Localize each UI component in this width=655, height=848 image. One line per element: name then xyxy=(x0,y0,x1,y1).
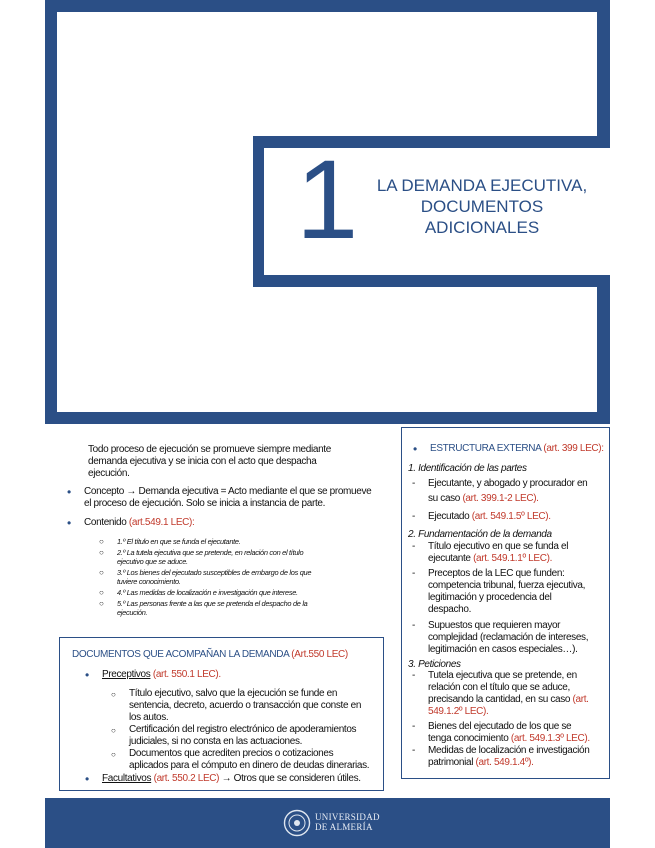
university-logo xyxy=(283,809,413,839)
section-3-list: - Tutela ejecutiva que se pretende, en relación con el título que se aduce, precisando la cantidad, en su caso (art. 549.1.2º LEC). - Bienes del ejecutado de los que se tenga conocimiento (art. 549.1.3º LEC). - Medidas de localización e investigación patrimonial (art. 549.1.4º). xyxy=(412,670,590,768)
seal-icon xyxy=(283,809,311,837)
concepto-item: • Concepto → Demanda ejecutiva = Acto mediante el que se promueve el proceso de ejecución. Solo se inicia a instancia de parte. xyxy=(84,486,384,510)
chapter-title: LA DEMANDA EJECUTIVA, DOCUMENTOS ADICIONALES xyxy=(376,176,588,237)
section-1-title: 1. Identificación de las partes xyxy=(408,463,527,474)
facultativos-item: • Facultativos (art. 550.2 LEC) → Otros que se consideren útiles. xyxy=(102,773,372,785)
section-2-title: 2. Fundamentación de la demanda xyxy=(408,529,552,540)
contenido-item-4: 4.º Las medidas de localización e investigación que interese. xyxy=(117,588,298,597)
documentos-box xyxy=(59,637,384,791)
university-name-line2: DE ALMERÍA xyxy=(315,822,373,832)
footer-bar xyxy=(45,798,610,848)
chapter-number: 1 xyxy=(296,137,359,262)
contenido-list: ○ 1.º El título en que se funda el ejecutante. ○ 2.º La tutela ejecutiva que se pretende, en relación con el título ejecutivo que se aduce. ○ 3.º Los bienes del ejecutado susceptibles de embargo de los que tuviere conocimiento. ○ 4.º Las medidas de localización e investigación que interese. ○ 5.º Las personas frente a las que se pretenda el despacho de la ejecución. xyxy=(99,537,312,617)
contenido-item-3: 3.º Los bienes del ejecutado susceptibles de embargo de los que xyxy=(117,568,312,577)
contenido-item: • Contenido (art.549.1 LEC): xyxy=(84,517,384,529)
section-3-title: 3. Peticiones xyxy=(408,659,461,670)
section-2-list: - Título ejecutivo en que se funda el ejecutante (art. 549.1.1º LEC). - Preceptos de la LEC que funden: competencia tribunal, fuerza ejecutiva, legitimación y procedencia del despacho. - Supuestos que requieren mayor complejidad (reclamación de intereses, legitimación en casos especiales…). xyxy=(412,541,589,655)
estructura-title: • ESTRUCTURA EXTERNA (art. 399 LEC): xyxy=(430,443,605,455)
contenido-item-1: 1.º El título en que se funda el ejecutante. xyxy=(117,537,241,546)
estructura-box xyxy=(401,427,610,779)
section-1-list: - Ejecutante, y abogado y procurador en su caso (art. 399.1-2 LEC). - Ejecutado (art. 549.1.5º LEC). xyxy=(412,478,588,522)
contenido-item-2: 2.º La tutela ejecutiva que se pretende, en relación con el título xyxy=(117,548,304,557)
preceptivos-item: • Preceptivos (art. 550.1 LEC). xyxy=(102,669,372,681)
contenido-item-5: 5.º Las personas frente a las que se pretenda el despacho de la xyxy=(117,599,308,608)
university-name-line1: UNIVERSIDAD xyxy=(315,812,380,822)
documentos-title: DOCUMENTOS QUE ACOMPAÑAN LA DEMANDA (Art.550 LEC) xyxy=(72,649,348,660)
preceptivos-list: ○ Título ejecutivo, salvo que la ejecución se funde en sentencia, decreto, acuerdo o transacción que conste en los autos. ○ Certificación del registro electrónico de apoderamientos judiciales, si no consta en las actuaciones. ○ Documentos que acrediten precios o cotizaciones aplicados para el cómputo en dinero de deudas dinerarias. xyxy=(111,688,370,771)
intro-paragraph: Todo proceso de ejecución se promueve siempre mediante demanda ejecutiva y se inicia con el acto que despacha ejecución. xyxy=(88,444,331,479)
